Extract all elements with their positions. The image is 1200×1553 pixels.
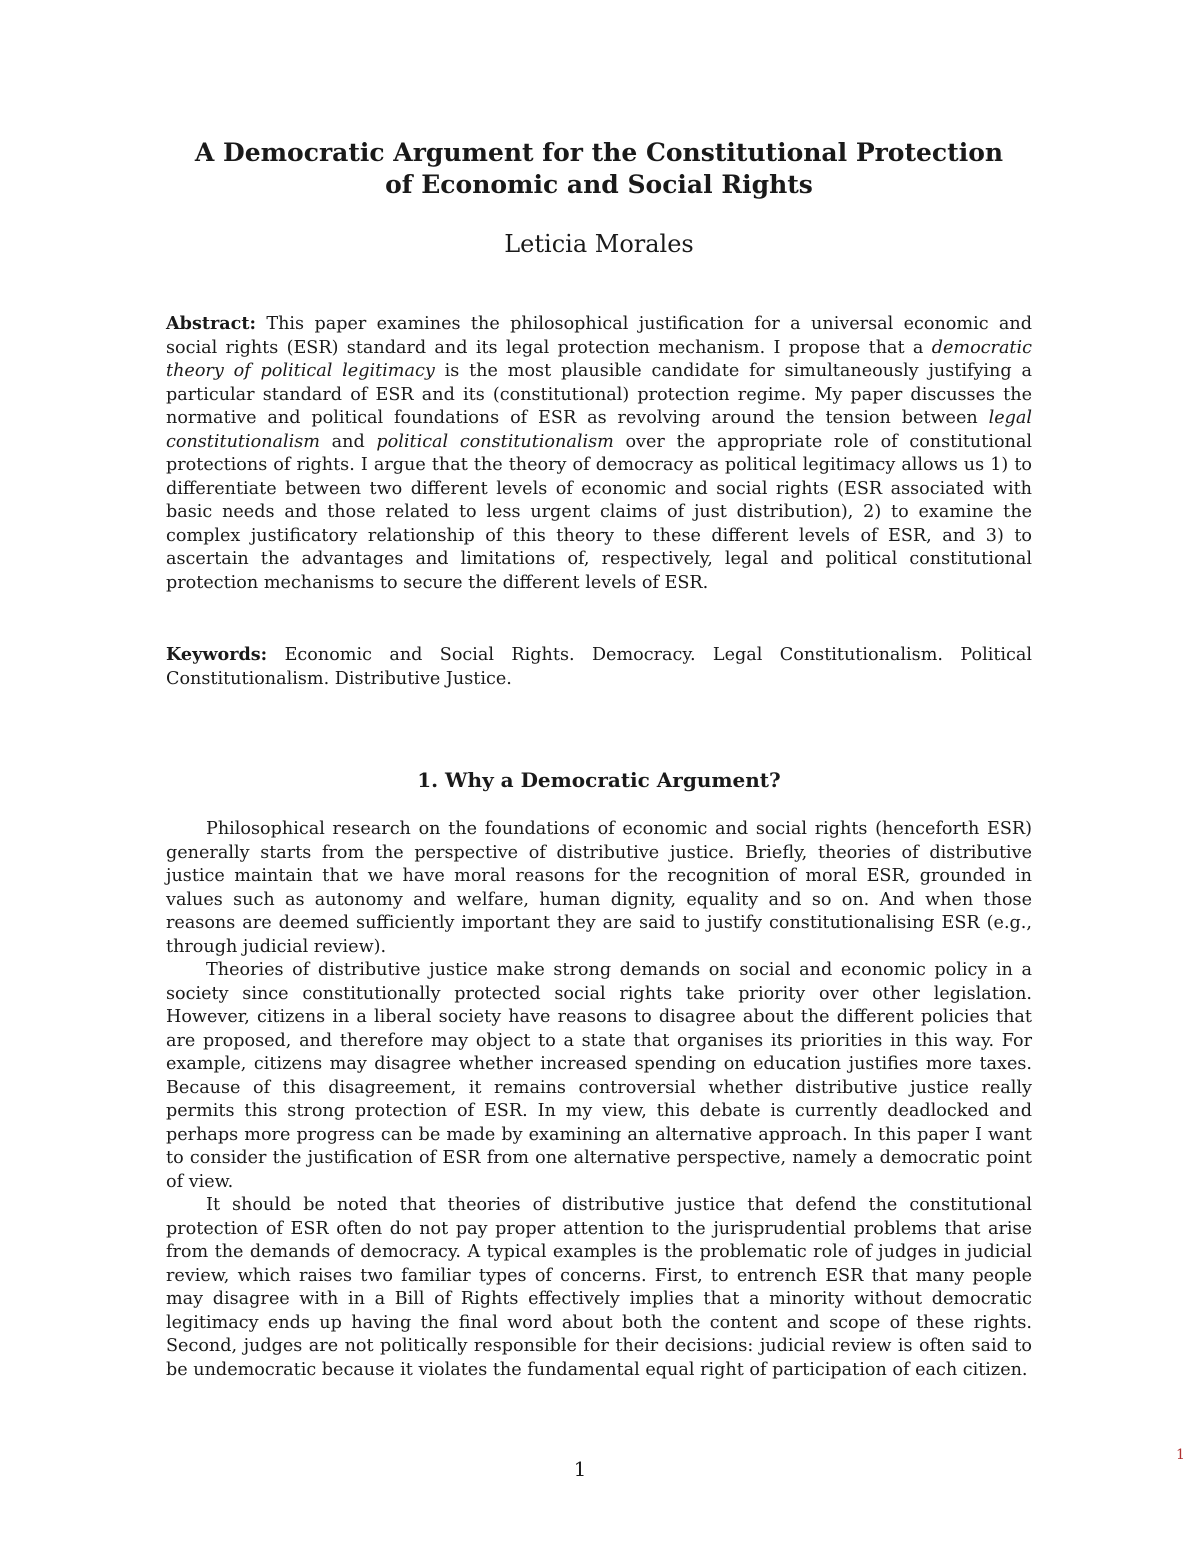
abstract-emphasis-1: democratic theory of political legitimacy bbox=[166, 337, 1032, 381]
abstract-emphasis-2: legal constitutionalism bbox=[166, 408, 1032, 452]
author-name: Leticia Morales bbox=[504, 230, 694, 258]
section-1-paragraph-3: It should be noted that theories of distributive justice that defend the constitutional protection of ESR often do not pay proper attention to the jurisprudential problems that arise from the demands of democracy. A typical examples is the problematic role of judges in judicial review, which raises two familiar types of concerns. First, to entrench ESR that many people may disagree with in a Bill of Rights effectively implies that a minority without democratic legitimacy ends up having the final word about both the content and scope of these rights. Second, judges are not politically responsible for their decisions: judicial review is often said to be undemocratic because it violates the fundamental equal right of participation of each citizen. bbox=[166, 1195, 1032, 1380]
title-line-2: of Economic and Social Rights bbox=[385, 170, 813, 199]
keywords-paragraph bbox=[166, 643, 1032, 691]
section-1-paragraph-1: Philosophical research on the foundations of economic and social rights (henceforth ESR) generally starts from the perspective of distributive justice. Briefly, theories of distributive justice maintain that we have moral reasons for the recognition of moral ESR, grounded in values such as autonomy and welfare, human dignity, equality and so on. And when those reasons are deemed sufficiently important they are said to justify constitutionalising ESR (e.g., through judicial review). bbox=[166, 819, 1032, 957]
abstract-emphasis-3: political constitutionalism bbox=[376, 431, 614, 452]
keywords-text: Economic and Social Rights. Democracy. Legal Constitutionalism. Political Constitutionalism. Distributive Justice. bbox=[166, 645, 1032, 689]
paper-title bbox=[166, 137, 1032, 201]
abstract-text-2: is the most plausible candidate for simultaneously justifying a particular standard of ESR and its (constitutional) protection regime. My paper discusses the normative and political foundations of ESR as revolving around the tension between bbox=[166, 361, 1032, 428]
margin-page-marker: 1 bbox=[1176, 1447, 1185, 1463]
section-1-heading: 1. Why a Democratic Argument? bbox=[417, 768, 781, 792]
abstract-paragraph bbox=[166, 312, 1032, 595]
abstract-text-1: This paper examines the philosophical justification for a universal economic and social rights (ESR) standard and its legal protection mechanism. I propose that a bbox=[166, 314, 1032, 358]
abstract-text-3: and bbox=[319, 431, 377, 452]
title-line-1: A Democratic Argument for the Constitutional Protection bbox=[194, 138, 1004, 167]
page-number: 1 bbox=[573, 1457, 587, 1481]
section-1-body bbox=[166, 818, 1032, 1382]
keywords-label: Keywords: bbox=[166, 644, 268, 665]
abstract-label: Abstract: bbox=[166, 313, 256, 334]
abstract-text-4: over the appropriate role of constitutional protections of rights. I argue that the theory of democracy as political legitimacy allows us 1) to differentiate between two different levels of economic and social rights (ESR associated with basic needs and those related to less urgent claims of just distribution), 2) to examine the complex justificatory relationship of this theory to these different levels of ESR, and 3) to ascertain the advantages and limitations of, respectively, legal and political constitutional protection mechanisms to secure the different levels of ESR. bbox=[166, 431, 1032, 593]
section-1-paragraph-2: Theories of distributive justice make strong demands on social and economic policy in a society since constitutionally protected social rights take priority over other legislation. However, citizens in a liberal society have reasons to disagree about the different policies that are proposed, and therefore may object to a state that organises its priorities in this way. For example, citizens may disagree whether increased spending on education justifies more taxes. Because of this disagreement, it remains controversial whether distributive justice really permits this strong protection of ESR. In my view, this debate is currently deadlocked and perhaps more progress can be made by examining an alternative approach. In this paper I want to consider the justification of ESR from one alternative perspective, namely a democratic point of view. bbox=[166, 960, 1032, 1192]
